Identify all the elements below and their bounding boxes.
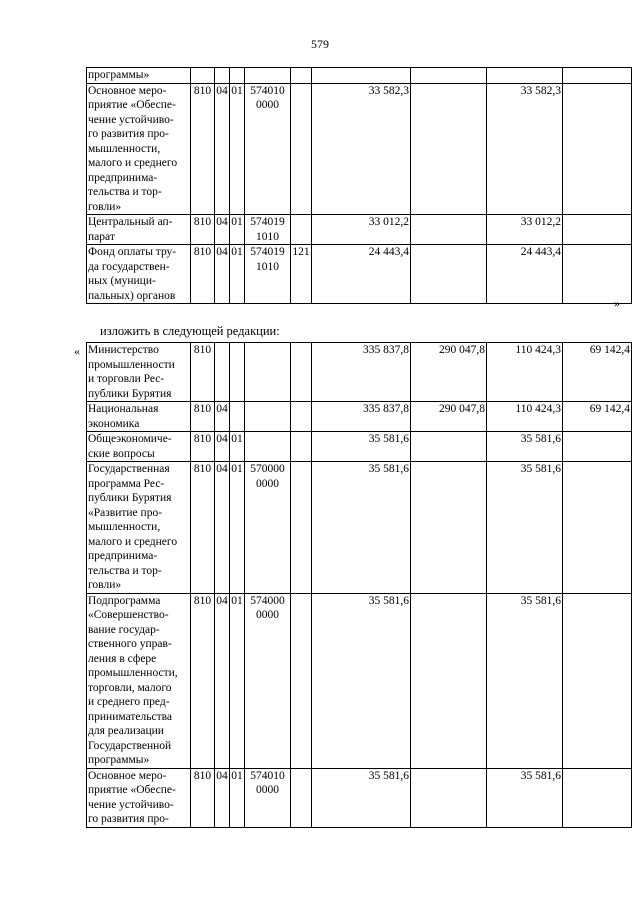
subsection-code-cell: [230, 68, 245, 84]
table-row: [87, 215, 632, 245]
section-code-cell: 04: [215, 215, 230, 245]
table-row: [87, 462, 632, 594]
amount-total-cell: 335 837,8: [312, 402, 411, 432]
amount-total-cell: 24 443,4: [312, 245, 411, 304]
closing-quote: »: [614, 296, 620, 310]
amount-col3-cell: 35 581,6: [487, 462, 563, 594]
amount-col3-cell: 110 424,3: [487, 343, 563, 402]
amount-total-cell: 35 581,6: [312, 768, 411, 827]
amount-col4-cell: [563, 83, 632, 215]
amount-col2-cell: [411, 68, 487, 84]
amount-col3-cell: [487, 68, 563, 84]
budget-table-before: [86, 67, 632, 304]
amount-col3-cell: 24 443,4: [487, 245, 563, 304]
amount-col2-cell: [411, 83, 487, 215]
subsection-code-cell: 01: [230, 593, 245, 768]
amount-col2-cell: 290 047,8: [411, 343, 487, 402]
amount-col2-cell: [411, 768, 487, 827]
subsection-code-cell: [230, 343, 245, 402]
expense-type-cell: 121: [291, 245, 312, 304]
budget-table-before-body: [87, 68, 632, 304]
section-code-cell: 04: [215, 768, 230, 827]
subsection-code-cell: 01: [230, 245, 245, 304]
page-number: 579: [311, 37, 329, 51]
amount-col4-cell: [563, 215, 632, 245]
section-code-cell: 04: [215, 402, 230, 432]
amount-col4-cell: 69 142,4: [563, 343, 632, 402]
row-name-cell: Фонд оплаты тру- да государствен- ных (муници- пальных) органов: [87, 245, 191, 304]
amount-col2-cell: [411, 215, 487, 245]
ministry-code-cell: 810: [191, 83, 215, 215]
subsection-code-cell: 01: [230, 462, 245, 594]
amount-col4-cell: [563, 68, 632, 84]
expense-type-cell: [291, 768, 312, 827]
amount-total-cell: 35 581,6: [312, 462, 411, 594]
amount-col4-cell: [563, 593, 632, 768]
amount-total-cell: 33 582,3: [312, 83, 411, 215]
row-name-cell: Основное меро- приятие «Обеспе- чение устойчиво- го развития про- мышленности, малого и среднего предпринима- тельства и тор- говли»: [87, 83, 191, 215]
row-name-cell: Министерство промышленности и торговли Рес- публики Бурятия: [87, 343, 191, 402]
section-code-cell: 04: [215, 245, 230, 304]
target-article-cell: 574010 0000: [245, 83, 291, 215]
amount-col3-cell: 35 581,6: [487, 432, 563, 462]
amount-col4-cell: [563, 768, 632, 827]
row-name-cell: Подпрограмма «Совершенство- вание государ- ственного управ- ления в сфере промышленности, торговли, малого и среднего пред- принимательства для реализации Государственной программы»: [87, 593, 191, 768]
row-name-cell: Общеэкономиче- ские вопросы: [87, 432, 191, 462]
expense-type-cell: [291, 593, 312, 768]
amount-col4-cell: [563, 245, 632, 304]
subsection-code-cell: 01: [230, 432, 245, 462]
amount-total-cell: [312, 68, 411, 84]
budget-table-after-body: [87, 343, 632, 828]
intro-phrase: изложить в следующей редакции:: [100, 324, 280, 338]
row-name-cell: Центральный ап- парат: [87, 215, 191, 245]
ministry-code-cell: 810: [191, 343, 215, 402]
amount-col2-cell: [411, 593, 487, 768]
subsection-code-cell: 01: [230, 768, 245, 827]
subsection-code-cell: 01: [230, 83, 245, 215]
amount-col2-cell: [411, 245, 487, 304]
ministry-code-cell: 810: [191, 402, 215, 432]
target-article-cell: [245, 432, 291, 462]
target-article-cell: [245, 68, 291, 84]
ministry-code-cell: 810: [191, 432, 215, 462]
opening-quote: «: [74, 344, 80, 358]
amount-col2-cell: [411, 462, 487, 594]
table-row: [87, 68, 632, 84]
ministry-code-cell: 810: [191, 215, 215, 245]
amount-col4-cell: [563, 432, 632, 462]
section-code-cell: 04: [215, 593, 230, 768]
subsection-code-cell: 01: [230, 215, 245, 245]
target-article-cell: 574010 0000: [245, 768, 291, 827]
amount-col3-cell: 35 581,6: [487, 593, 563, 768]
table-row: [87, 432, 632, 462]
target-article-cell: [245, 343, 291, 402]
row-name-cell: программы»: [87, 68, 191, 84]
expense-type-cell: [291, 343, 312, 402]
ministry-code-cell: [191, 68, 215, 84]
target-article-cell: 574019 1010: [245, 245, 291, 304]
amount-total-cell: 33 012,2: [312, 215, 411, 245]
table-row: [87, 83, 632, 215]
table-row: [87, 245, 632, 304]
expense-type-cell: [291, 68, 312, 84]
amount-col3-cell: 110 424,3: [487, 402, 563, 432]
ministry-code-cell: 810: [191, 462, 215, 594]
section-code-cell: [215, 343, 230, 402]
amount-total-cell: 335 837,8: [312, 343, 411, 402]
ministry-code-cell: 810: [191, 593, 215, 768]
target-article-cell: 570000 0000: [245, 462, 291, 594]
section-code-cell: 04: [215, 432, 230, 462]
amount-col3-cell: 33 012,2: [487, 215, 563, 245]
amount-col2-cell: 290 047,8: [411, 402, 487, 432]
amount-col3-cell: 33 582,3: [487, 83, 563, 215]
target-article-cell: 574019 1010: [245, 215, 291, 245]
table-row: [87, 593, 632, 768]
amount-col4-cell: 69 142,4: [563, 402, 632, 432]
amount-col4-cell: [563, 462, 632, 594]
target-article-cell: [245, 402, 291, 432]
ministry-code-cell: 810: [191, 245, 215, 304]
section-code-cell: [215, 68, 230, 84]
expense-type-cell: [291, 83, 312, 215]
target-article-cell: 574000 0000: [245, 593, 291, 768]
table-row: [87, 402, 632, 432]
table-row: [87, 768, 632, 827]
row-name-cell: Государственная программа Рес- публики Бурятия «Развитие про- мышленности, малого и среднего предпринима- тельства и тор- говли»: [87, 462, 191, 594]
amount-total-cell: 35 581,6: [312, 593, 411, 768]
table-row: [87, 343, 632, 402]
expense-type-cell: [291, 432, 312, 462]
amount-total-cell: 35 581,6: [312, 432, 411, 462]
subsection-code-cell: [230, 402, 245, 432]
amount-col3-cell: 35 581,6: [487, 768, 563, 827]
budget-table-after: [86, 342, 632, 828]
ministry-code-cell: 810: [191, 768, 215, 827]
section-code-cell: 04: [215, 462, 230, 594]
section-code-cell: 04: [215, 83, 230, 215]
expense-type-cell: [291, 462, 312, 594]
expense-type-cell: [291, 215, 312, 245]
amount-col2-cell: [411, 432, 487, 462]
row-name-cell: Национальная экономика: [87, 402, 191, 432]
row-name-cell: Основное меро- приятие «Обеспе- чение устойчиво- го развития про-: [87, 768, 191, 827]
expense-type-cell: [291, 402, 312, 432]
